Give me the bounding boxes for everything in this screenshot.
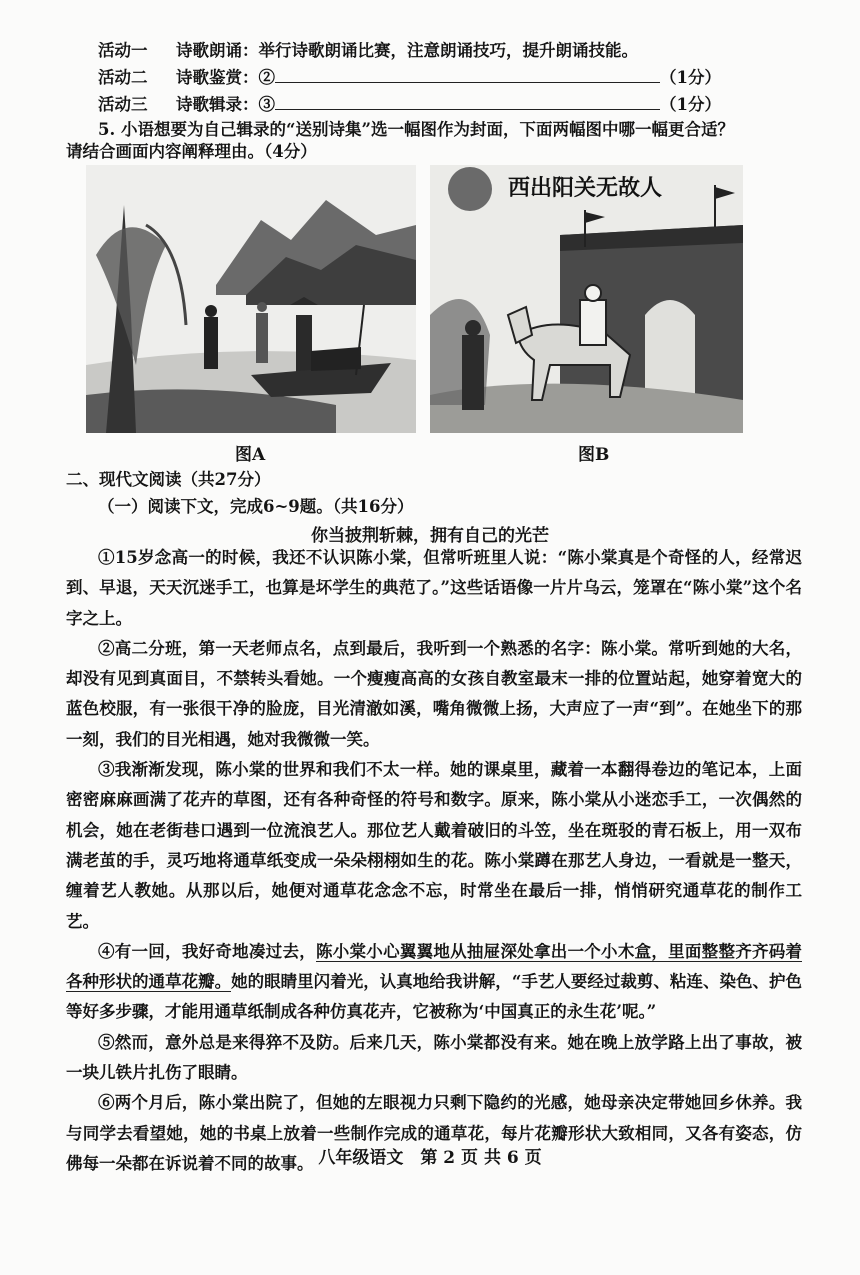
paragraph-1: ①15岁念高一的时候，我还不认识陈小棠，但常听班里人说：“陈小棠真是个奇怪的人，经常迟到、早退，天天沉迷手工，也算是坏学生的典范了。”这些话语像一片片乌云，笼罩在“陈小棠”这个名字之上。 <box>66 548 802 628</box>
section-sub-heading: （一）阅读下文，完成6~9题。（共16分） <box>98 497 414 516</box>
answer-blank[interactable] <box>275 94 660 110</box>
figure-b-image <box>430 165 743 433</box>
activity-label: 活动一 <box>98 41 148 60</box>
paragraph-5: ⑤然而，意外总是来得猝不及防。后来几天，陈小棠都没有来。她在晚上放学路上出了事故，被一块儿铁片扎伤了眼睛。 <box>66 1032 802 1083</box>
figure-a-caption: 图A <box>235 445 266 465</box>
article-title: 你当披荆斩棘，拥有自己的光芒 <box>311 526 549 546</box>
activity-3 <box>98 91 721 115</box>
page-footer: 八年级语文 第 2 页 共 6 页 <box>318 1148 542 1168</box>
activity-score: （1分） <box>660 95 721 114</box>
paragraph-4-rest: 她的眼睛里闪着光，认真地给我讲解，“手艺人要经过裁剪、粘连、染色、护色等好多步骤，才能用通草纸制成各种仿真花卉，它被称为‘中国真正的永生花’呢。” <box>66 972 803 1022</box>
article-body <box>66 543 802 1179</box>
paragraph-2: ②高二分班，第一天老师点名，点到最后，我听到一个熟悉的名字：陈小棠。常听到她的大名，却没有见到真面目，不禁转头看她。一个瘦瘦高高的女孩自教室最末一排的位置站起，她穿着宽大的蓝色校服，有一张很干净的脸庞，目光清澈如溪，嘴角微微上扬，大声应了一声“到”。在她坐下的那一刻，我们的目光相遇，她对我微微一笑。 <box>66 638 802 749</box>
paragraph-4-start: ④有一回，我好奇地凑过去， <box>98 941 316 961</box>
figure-b-caption: 图B <box>578 445 610 465</box>
activity-label: 活动三 <box>98 95 148 114</box>
figure-b-inscription: 西出阳关无故人 <box>508 176 663 201</box>
section-heading: 二、现代文阅读（共27分） <box>66 470 271 489</box>
activity-text: 诗歌辑录：③ <box>176 95 275 114</box>
activity-score: （1分） <box>660 68 721 87</box>
activity-text: 诗歌朗诵：举行诗歌朗诵比赛，注意朗诵技巧，提升朗诵技能。 <box>176 41 638 60</box>
paragraph-3: ③我渐渐发现，陈小棠的世界和我们不太一样。她的课桌里，藏着一本翻得卷边的笔记本，上面密密麻麻画满了花卉的草图，还有各种奇怪的符号和数字。原来，陈小棠从小迷恋手工，一次偶然的机会，她在老街巷口遇到一位流浪艺人。那位艺人戴着破旧的斗笠，坐在斑驳的青石板上，用一双布满老茧的手，灵巧地将通草纸变成一朵朵栩栩如生的花。陈小棠蹲在那艺人身边，一看就是一整天，缠着艺人教她。从那以后，她便对通草花念念不忘，时常坐在最后一排，悄悄研究通草花的制作工艺。 <box>66 760 802 931</box>
answer-blank[interactable] <box>275 67 660 83</box>
activity-label: 活动二 <box>98 68 148 87</box>
activity-1 <box>98 37 638 61</box>
paragraph-4 <box>66 937 802 1028</box>
activity-2 <box>98 64 721 88</box>
question-5-line1: 5. 小语想要为自己辑录的“送别诗集”选一幅图作为封面，下面两幅图中哪一幅更合适？ <box>98 120 734 139</box>
paragraph-6: ⑥两个月后，陈小棠出院了，但她的左眼视力只剩下隐约的光感，她母亲决定带她回乡休养。我与同学去看望她，她的书桌上放着一些制作完成的通草花，每片花瓣形状大致相同，又各有姿态，仿佛每一朵都在诉说着不同的故事。 <box>66 1093 802 1173</box>
figure-a-image <box>86 165 416 433</box>
question-5-line2: 请结合画面内容阐释理由。（4分） <box>66 142 317 161</box>
underlined-sentence: 陈小棠小心翼翼地从抽屉深处拿出一个小木盒，里面整整齐齐码着各种形状的通草花瓣。 <box>66 941 803 992</box>
activity-text: 诗歌鉴赏：② <box>176 68 275 87</box>
